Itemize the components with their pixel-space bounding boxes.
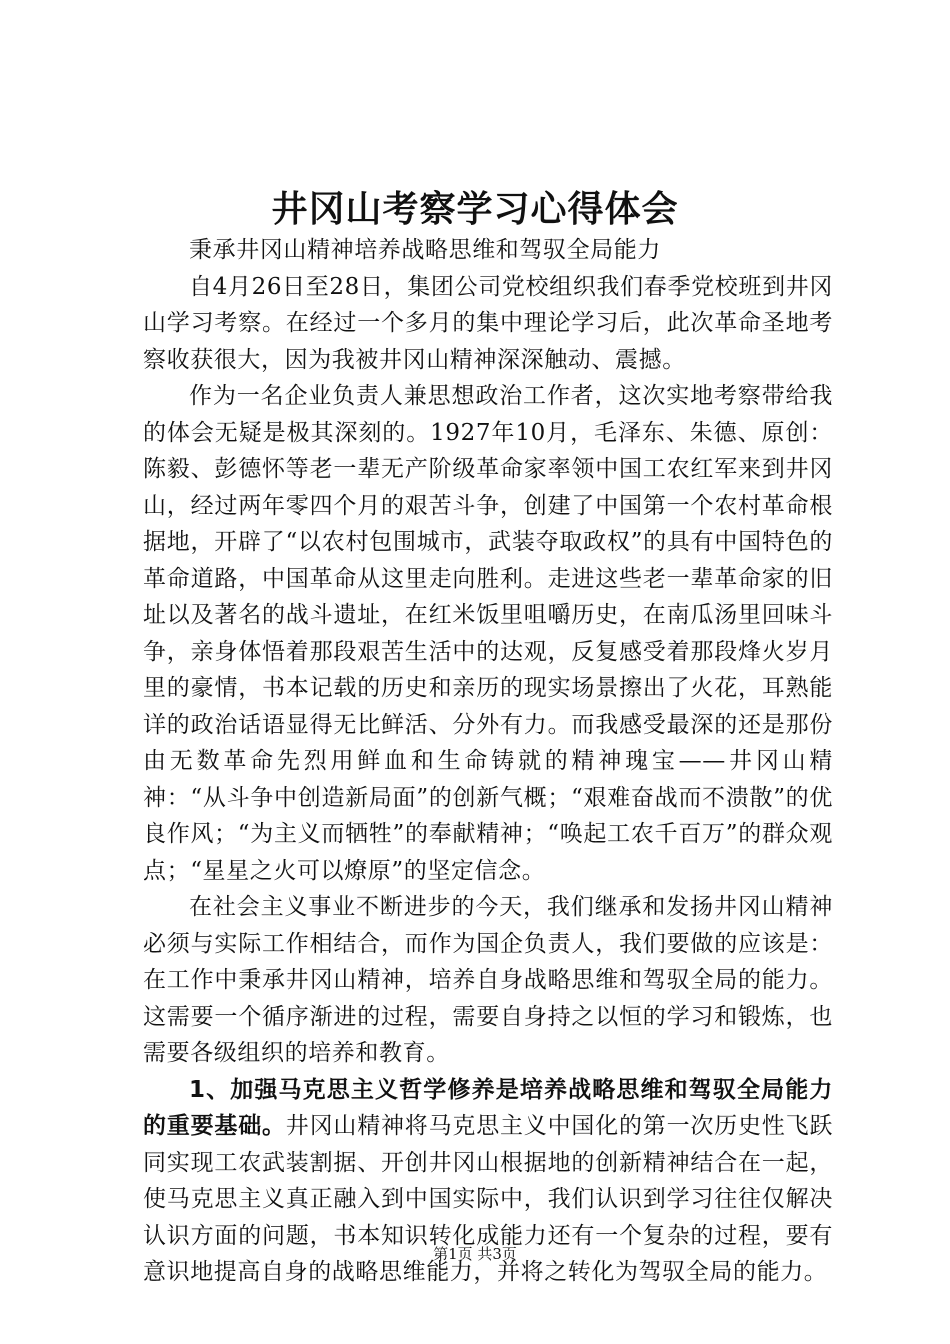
subtitle-paragraph: 秉承井冈山精神培养战略思维和驾驭全局能力 (189, 237, 661, 263)
paragraph-3: 在社会主义事业不断进步的今天，我们继承和发扬井冈山精神必须与实际工作相结合，而作为国企负责人，我们要做的应该是：在工作中秉承井冈山精神，培养自身战略思维和驾驭全局的能力。这需要一个循序渐进的过程，需要自身持之以恒的学习和锻炼，也需要各级组织的培养和教育。 (143, 894, 833, 1066)
document-title: 井冈山考察学习心得体会 (271, 188, 679, 230)
document-body (143, 232, 833, 1291)
paragraph-2: 作为一名企业负责人兼思想政治工作者，这次实地考察带给我的体会无疑是极其深刻的。1927年10月，毛泽东、朱德、原创：陈毅、彭德怀等老一辈无产阶级革命家率领中国工农红军来到井冈山，经过两年零四个月的艰苦斗争，创建了中国第一个农村革命根据地，开辟了“以农村包围城市，武装夺取政权”的具有中国特色的革命道路，中国革命从这里走向胜利。走进这些老一辈革命家的旧址以及著名的战斗遗址，在红米饭里咀嚼历史，在南瓜汤里回味斗争，亲身体悟着那段艰苦生活中的达观，反复感受着那段烽火岁月里的豪情，书本记载的历史和亲历的现实场景擦出了火花，耳熟能详的政治话语显得无比鲜活、分外有力。而我感受最深的还是那份由无数革命先烈用鲜血和生命铸就的精神瑰宝——井冈山精神：“从斗争中创造新局面”的创新气概；“艰难奋战而不溃散”的优良作风；“为主义而牺牲”的奉献精神；“唤起工农千百万”的群众观点；“星星之火可以燎原”的坚定信念。 (143, 383, 833, 884)
section-1-heading: 1、加强马克思主义哲学修养是培养战略思维和驾驭全局能力的重要基础。 (143, 1076, 833, 1139)
page-footer: 第1页 共3页 (433, 1245, 517, 1263)
paragraph-1: 自4月26日至28日，集团公司党校组织我们春季党校班到井冈山学习考察。在经过一个多月的集中理论学习后，此次革命圣地考察收获很大，因为我被井冈山精神深深触动、震撼。 (143, 273, 833, 373)
section-1-text: 井冈山精神将马克思主义中国化的第一次历史性飞跃同实现工农武装割据、开创井冈山根据地的创新精神结合在一起，使马克思主义真正融入到中国实际中，我们认识到学习往往仅解决认识方面的问题，书本知识转化成能力还有一个复杂的过程，要有意识地提高自身的战略思维能力，并将之转化为驾驭全局的能力。 (143, 1113, 833, 1285)
